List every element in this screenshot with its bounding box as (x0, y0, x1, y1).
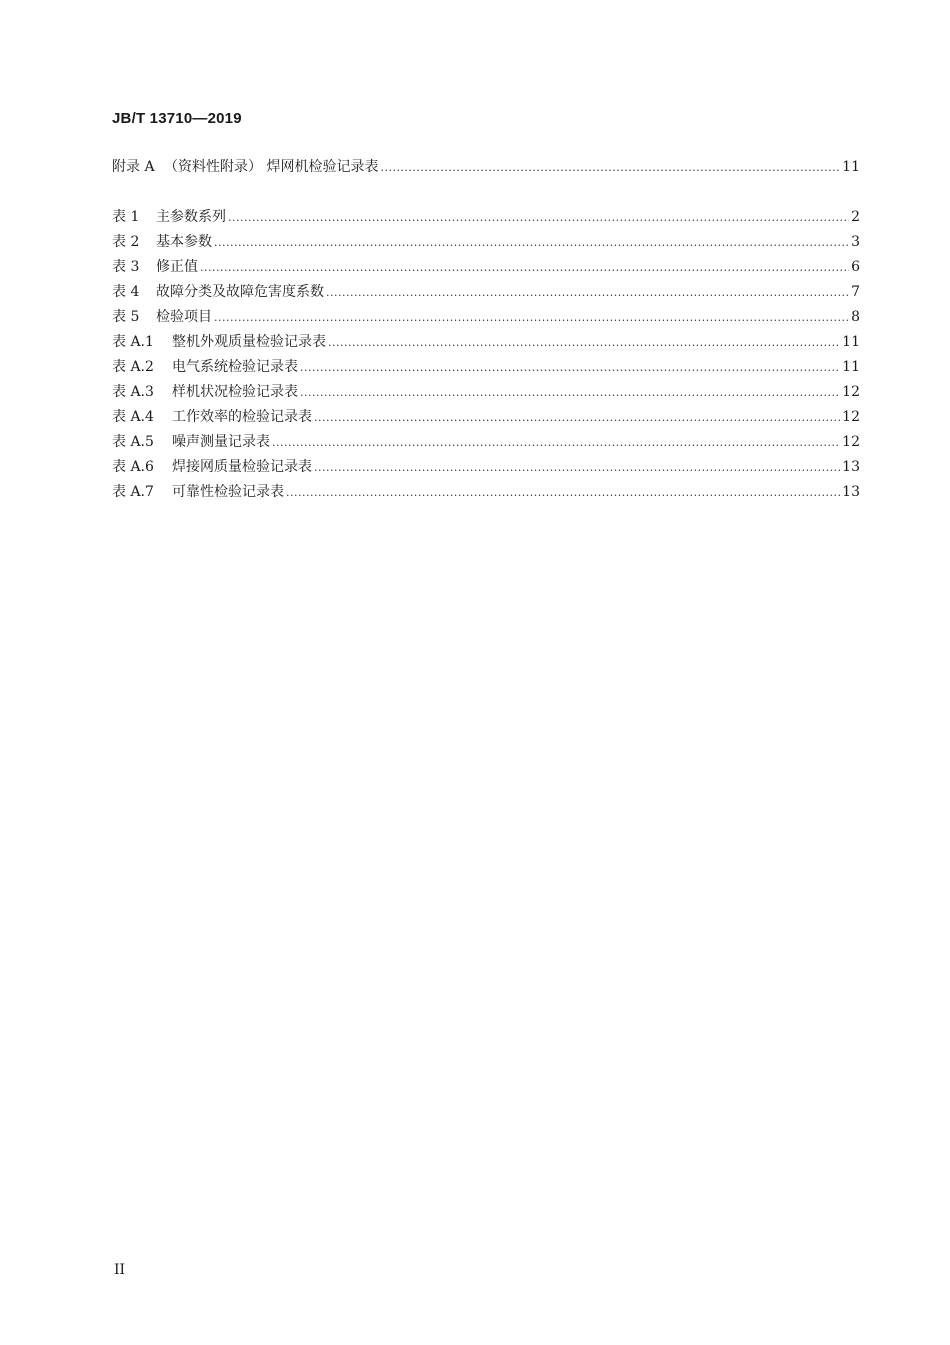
leader-dots (326, 283, 849, 303)
leader-dots (272, 433, 840, 453)
toc-tables-list (112, 207, 860, 507)
toc-entry-page: 11 (842, 359, 860, 375)
toc-entry-page: 12 (842, 384, 860, 400)
toc-entry-label: 附录 A (112, 159, 155, 175)
toc-entry-page: 8 (851, 309, 860, 325)
leader-dots (286, 483, 840, 503)
toc-entry-page: 6 (851, 259, 860, 275)
standard-code: JB/T 13710—2019 (112, 110, 242, 127)
toc-entry-page: 2 (851, 209, 860, 225)
leader-dots (214, 233, 849, 253)
toc-entry-label: 表 3 (112, 259, 140, 275)
toc-entry-label: 表 5 (112, 309, 140, 325)
toc-entry-page: 11 (842, 334, 860, 350)
toc-entry-page: 7 (851, 284, 860, 300)
leader-dots (228, 208, 849, 228)
toc-entry-label: 表 A.5 (112, 434, 154, 450)
toc-entry-table-a4[interactable] (112, 407, 860, 432)
toc-entry-label: 表 2 (112, 234, 140, 250)
toc-annex-section (112, 157, 860, 182)
toc-entry-label: 表 A.3 (112, 384, 154, 400)
toc-entry-title: 样机状况检验记录表 (172, 384, 298, 400)
toc-entry-table-a3[interactable] (112, 382, 860, 407)
toc-entry-table-a1[interactable] (112, 332, 860, 357)
leader-dots (300, 383, 840, 403)
toc-entry-table-4[interactable] (112, 282, 860, 307)
toc-entry-page: 3 (851, 234, 860, 250)
leader-dots (328, 333, 840, 353)
toc-entry-page: 12 (842, 434, 860, 450)
toc-entry-page: 11 (842, 159, 860, 175)
toc-entry-title: 基本参数 (156, 234, 212, 250)
toc-entry-table-2[interactable] (112, 232, 860, 257)
toc-entry-label: 表 A.4 (112, 409, 154, 425)
toc-entry-table-a2[interactable] (112, 357, 860, 382)
leader-dots (300, 358, 840, 378)
toc-entry-title: 电气系统检验记录表 (172, 359, 298, 375)
toc-entry-title: 检验项目 (156, 309, 212, 325)
page-number: II (114, 1262, 126, 1278)
toc-entry-label: 表 A.7 (112, 484, 154, 500)
toc-entry-label: 表 1 (112, 209, 140, 225)
toc-entry-title: 工作效率的检验记录表 (172, 409, 312, 425)
leader-dots (200, 258, 849, 278)
leader-dots (380, 158, 840, 178)
toc-entry-title: 故障分类及故障危害度系数 (156, 284, 324, 300)
leader-dots (314, 458, 840, 478)
toc-entry-page: 13 (842, 484, 860, 500)
toc-entry-title: 噪声测量记录表 (172, 434, 270, 450)
toc-entry-title: 整机外观质量检验记录表 (172, 334, 326, 350)
toc-entry-page: 13 (842, 459, 860, 475)
toc-entry-table-a6[interactable] (112, 457, 860, 482)
toc-entry-title: 焊接网质量检验记录表 (172, 459, 312, 475)
toc-entry-page: 12 (842, 409, 860, 425)
toc-entry-title: 主参数系列 (156, 209, 226, 225)
toc-entry-table-3[interactable] (112, 257, 860, 282)
toc-entry-table-1[interactable] (112, 207, 860, 232)
toc-entry-title: 可靠性检验记录表 (172, 484, 284, 500)
toc-entry-label: 表 A.1 (112, 334, 154, 350)
toc-entry-title: （资料性附录） 焊网机检验记录表 (164, 159, 379, 175)
toc-entry-table-5[interactable] (112, 307, 860, 332)
toc-entry-table-a5[interactable] (112, 432, 860, 457)
toc-entry-label: 表 A.6 (112, 459, 154, 475)
toc-entry-title: 修正值 (156, 259, 198, 275)
toc-entry-label: 表 A.2 (112, 359, 154, 375)
leader-dots (314, 408, 840, 428)
toc-entry-label: 表 4 (112, 284, 140, 300)
leader-dots (214, 308, 849, 328)
toc-entry-table-a7[interactable] (112, 482, 860, 507)
toc-entry-annex-a[interactable] (112, 157, 860, 182)
